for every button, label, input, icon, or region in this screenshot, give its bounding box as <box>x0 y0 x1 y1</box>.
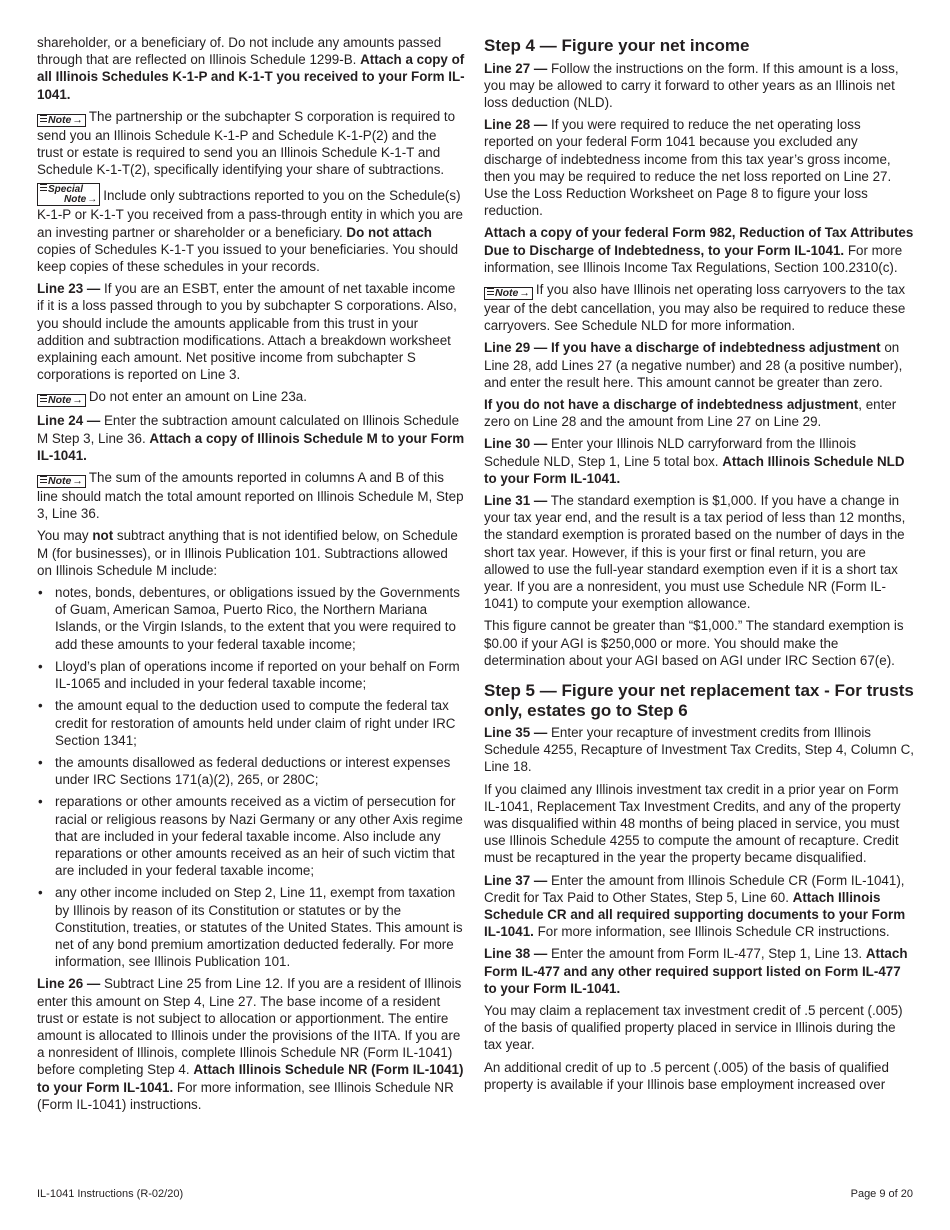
line-38: Line 38 — Enter the amount from Form IL-477, Step 1, Line 13. Attach Form IL-477 and any other required support listed on Form IL-477 to your Form IL-1041. <box>484 946 908 996</box>
list-item: • any other income included on Step 2, Line 11, exempt from taxation by Illinois by reason of its Constitution or statutes or by the Constitution, treaties, or statutes of the United States. This amount is net of any bond premium amortization deducted federally. For more information, see Illinois Publication 101. <box>37 884 465 970</box>
line-26: Line 26 — Subtract Line 25 from Line 12. If you are a resident of Illinois enter this amount on Step 4, Line 27. The base income of a resident trust or estate is not subject to allocation or apportionment. The entire amount is allocated to Illinois under the provisions of the IITA. If you are a nonresident of Illinois, complete Illinois Schedule NR (Form IL-1041) before completing Step 4. Attach Illinois Schedule NR (Form IL-1041) to your Form IL-1041. For more information, see Illinois Schedule NR (Form IL-1041) instructions. <box>37 976 464 1112</box>
left-column <box>37 34 465 1118</box>
exemption-limit: This figure cannot be greater than “$1,000.” The standard exemption is $0.00 if your AGI is $250,000 or more. You should make the determination about your AGI based on AGI under IRC Section 67(e). <box>484 618 904 668</box>
list-item: • notes, bonds, debentures, or obligations issued by the Governments of Guam, American Samoa, Puerto Rico, the Northern Mariana Islands, or the Virgin Islands, to the extent that you were required to add these amounts to your federal taxable income; <box>37 584 465 653</box>
line-23: Line 23 — If you are an ESBT, enter the amount of net taxable income if it is a loss passed through to you by subchapter S corporations. Also, you should include the amounts applicable from this trust in your addition and subtraction modifications. Attach a breakdown worksheet explaining each amount. Net positive income from subchapter S corporations is reported on Line 3. <box>37 281 457 383</box>
list-item: • the amounts disallowed as federal deductions or interest expenses under IRC Sections 171(a)(2), 265, or 280C; <box>37 754 465 788</box>
claimed-credit: If you claimed any Illinois investment tax credit in a prior year on Form IL-1041, Replacement Tax Investment Credits, and any of the property was disqualified within 48 months of being placed in service, you must use Illinois Schedule 4255 to compute the amount of recapture. Credit must be recaptured in the year the property became disqualified. <box>484 781 901 866</box>
line-30: Line 30 — Enter your Illinois NLD carryforward from the Illinois Schedule NLD, Step 1, Line 5 total box. Attach Illinois Schedule NLD to your Form IL-1041. <box>484 436 905 486</box>
line-37: Line 37 — Enter the amount from Illinois Schedule CR (Form IL-1041), Credit for Tax Paid to Other States, Step 5, Line 60. Attach Illinois Schedule CR and all required supporting documents to your Form IL-1041. For more information, see Illinois Schedule CR instructions. <box>484 872 906 940</box>
note-icon: Note→ <box>37 394 86 407</box>
note-nld-carryovers: Note→ If you also have Illinois net operating loss carryovers to the tax year of the debt cancellation, you may also be required to reduce these carryovers. See Schedule NLD for more information. <box>484 281 906 334</box>
note-icon: Note→ <box>37 475 86 488</box>
right-column <box>484 34 914 1098</box>
step-4-heading: Step 4 — Figure your net income <box>484 36 750 55</box>
paragraph-may-not-subtract: You may not subtract anything that is not identified below, on Schedule M (for businesses), or in Illinois Publication 101. Subtractions allowed on Illinois Schedule M include: <box>37 528 458 578</box>
line-29: Line 29 — If you have a discharge of indebtedness adjustment on Line 28, add Lines 27 (a negative number) and 28 (a positive number), and enter the result here. This amount cannot be greater than zero. <box>484 340 903 390</box>
replacement-credit: You may claim a replacement tax investment credit of .5 percent (.005) of the basis of qualified property placed in service in Illinois during the tax year. <box>484 1003 903 1053</box>
additional-credit: An additional credit of up to .5 percent (.005) of the basis of qualified property is available if your Illinois base employment increased over <box>484 1059 889 1092</box>
special-note-icon: Special Note→ <box>37 183 100 206</box>
paragraph-k1-attach: shareholder, or a beneficiary of. Do not include any amounts passed through that are reflected on Illinois Schedule 1299-B. Attach a copy of all Illinois Schedules K-1-P and K-1-T you received to your Form IL-1041. <box>37 35 465 102</box>
attach-form-982: Attach a copy of your federal Form 982, Reduction of Tax Attributes Due to Discharge of Indebtedness, to your Form IL-1041. For more information, see Illinois Income Tax Regulations, Section 100.2310(c). <box>484 225 914 275</box>
footer-page-number: Page 9 of 20 <box>850 1188 913 1200</box>
line-27: Line 27 — Follow the instructions on the form. If this amount is a loss, you may be allowed to carry it forward to other years as an Illinois net loss deduction (NLD). <box>484 60 899 110</box>
note-icon: Note→ <box>37 114 86 127</box>
step-5-heading: Step 5 — Figure your net replacement tax - For trusts only, estates go to Step 6 <box>484 681 914 720</box>
line-31: Line 31 — The standard exemption is $1,000. If you have a change in your tax year end, and the result is a tax period of less than 12 months, the standard exemption is prorated based on the number of days in the short tax year. However, if this is your first or final return, you are allowed to use the full-year standard exemption even if it is a short tax year. If you are a nonresident, you must use Schedule NR (Form IL-1041) to compute your exemption allowance. <box>484 492 906 612</box>
special-note-subtractions: Special Note→ Include only subtractions reported to you on the Schedule(s) K-1-P or K-1-T you received from a pass-through entity in which you are an investing partner or shareholder or a beneficiary. Do not attach copies of Schedules K-1-T you issued to your beneficiaries. You should keep copies of these schedules in your records. <box>37 184 463 275</box>
note-partnership: Note→ The partnership or the subchapter S corporation is required to send you an Illinois Schedule K-1-P and Schedule K-1-P(2) and the trust or estate is required to send you an Illinois Schedule K-1-T and Schedule K-1-T(2), specifically identifying your share of subtractions. <box>37 108 456 178</box>
list-item: • Lloyd’s plan of operations income if reported on your behalf on Form IL-1065 and included in your federal taxable income; <box>37 658 465 692</box>
note-line-23a: Note→ Do not enter an amount on Line 23a. <box>37 388 465 407</box>
footer-form-id: IL-1041 Instructions (R-02/20) <box>37 1188 184 1200</box>
line-24: Line 24 — Enter the subtraction amount calculated on Illinois Schedule M Step 3, Line 36. Attach a copy of Illinois Schedule M to your Form IL-1041. <box>37 413 465 463</box>
line-35: Line 35 — Enter your recapture of investment credits from Illinois Schedule 4255, Recapture of Investment Tax Credits, Step 4, Column C, Line 18. <box>484 725 914 775</box>
no-discharge: If you do not have a discharge of indebtedness adjustment, enter zero on Line 28 and the amount from Line 27 on Line 29. <box>484 396 897 430</box>
list-item: • the amount equal to the deduction used to compute the federal tax credit for restoration of amounts held under claim of right under IRC Section 1341; <box>37 697 465 749</box>
list-item: • reparations or other amounts received as a victim of persecution for racial or religious reasons by Nazi Germany or any other Axis regime that are included in your federal taxable income. Also include any reparations or other amounts received as an heir of such victim that are included in your federal taxable income; <box>37 793 465 879</box>
note-icon: Note→ <box>484 287 533 300</box>
line-28: Line 28 — If you were required to reduce the net operating loss reported on your federal Form 1041 because you excluded any discharge of indebtedness income from this tax year’s gross income, then you may be required to reduce the net loss reported on Line 27. Use the Loss Reduction Worksheet on Page 8 to figure your loss reduction. <box>484 117 892 219</box>
subtractions-list <box>37 584 465 970</box>
note-columns-ab: Note→ The sum of the amounts reported in columns A and B of this line should match the total amount reported on Illinois Schedule M, Step 3, Line 36. <box>37 470 464 522</box>
